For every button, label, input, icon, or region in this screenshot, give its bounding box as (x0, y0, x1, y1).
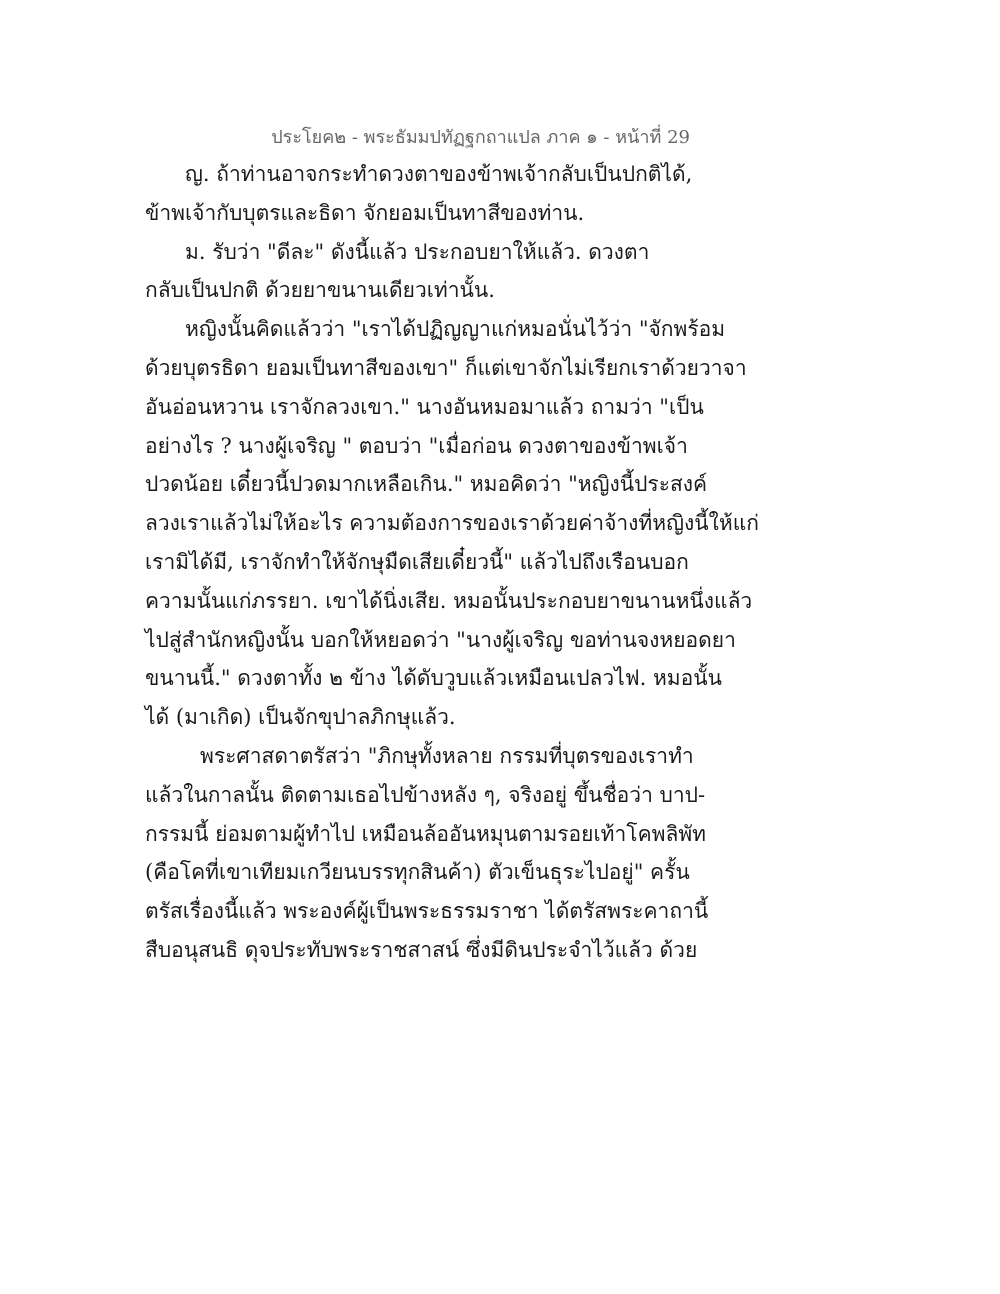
text-line: อันอ่อนหวาน เราจักลวงเขา." นางอันหมอมาแล้ว ถามว่า "เป็น (145, 394, 704, 419)
text-line: ความนั้นแก่ภรรยา. เขาได้นิ่งเสีย. หมอนั้นประกอบยาขนานหนึ่งแล้ว (145, 588, 753, 613)
text-line: (คือโคที่เขาเทียมเกวียนบรรทุกสินค้า) ตัวเข็นธุระไปอยู่" ครั้น (145, 860, 690, 885)
text-line: ขนานนี้." ดวงตาทั้ง ๒ ข้าง ได้ดับวูบแล้วเหมือนเปลวไฟ. หมอนั้น (145, 666, 722, 691)
text-line: ตรัสเรื่องนี้แล้ว พระองค์ผู้เป็นพระธรรมราชา ได้ตรัสพระคาถานี้ (145, 899, 709, 924)
text-line: ไปสู่สำนักหญิงนั้น บอกให้หยอดว่า "นางผู้เจริญ ขอท่านจงหยอดยา (145, 627, 736, 652)
text-line: พระศาสดาตรัสว่า "ภิกษุทั้งหลาย กรรมที่บุตรของเราทำ (200, 743, 694, 768)
text-line: ข้าพเจ้ากับบุตรและธิดา จักยอมเป็นทาสีของท่าน. (145, 200, 585, 225)
text-line: แล้วในกาลนั้น ติดตามเธอไปข้างหลัง ๆ, จริงอยู่ ขึ้นชื่อว่า บาป- (145, 782, 706, 807)
text-line: ม. รับว่า "ดีละ" ดังนี้แล้ว ประกอบยาให้แล้ว. ดวงตา (185, 239, 650, 264)
text-line: กลับเป็นปกติ ด้วยยาขนานเดียวเท่านั้น. (145, 278, 495, 303)
text-line: อย่างไร ? นางผู้เจริญ " ตอบว่า "เมื่อก่อน ดวงตาของข้าพเจ้า (145, 433, 688, 458)
page-header: ประโยค๒ - พระธัมมปทัฏฐกถาแปล ภาค ๑ - หน้าที่ 29 (271, 127, 690, 148)
text-line: ปวดน้อย เดี๋ยวนี้ปวดมากเหลือเกิน." หมอคิดว่า "หญิงนี้ประสงค์ (145, 472, 708, 497)
text-line: กรรมนี้ ย่อมตามผู้ทำไป เหมือนล้ออันหมุนตามรอยเท้าโคพลิพัท (145, 821, 707, 846)
text-line: ลวงเราแล้วไม่ให้อะไร ความต้องการของเราด้วยค่าจ้างที่หญิงนี้ให้แก่ (145, 511, 759, 536)
text-line: สืบอนุสนธิ ดุจประทับพระราชสาสน์ ซึ่งมีดินประจำไว้แล้ว ด้วย (145, 937, 698, 962)
text-line: หญิงนั้นคิดแล้วว่า "เราได้ปฏิญญาแก่หมอนั่นไว้ว่า "จักพร้อม (185, 317, 726, 342)
text-line: ได้ (มาเกิด) เป็นจักขุปาลภิกษุแล้ว. (145, 705, 456, 730)
text-line: เรามิได้มี, เราจักทำให้จักษุมืดเสียเดี๋ยวนี้" แล้วไปถึงเรือนบอก (145, 549, 689, 574)
body-text (145, 155, 759, 970)
text-line: ญ. ถ้าท่านอาจกระทำดวงตาของข้าพเจ้ากลับเป็นปกติได้, (185, 162, 693, 186)
text-line: ด้วยบุตรธิดา ยอมเป็นทาสีของเขา" ก็แต่เขาจักไม่เรียกเราด้วยวาจา (145, 355, 747, 380)
